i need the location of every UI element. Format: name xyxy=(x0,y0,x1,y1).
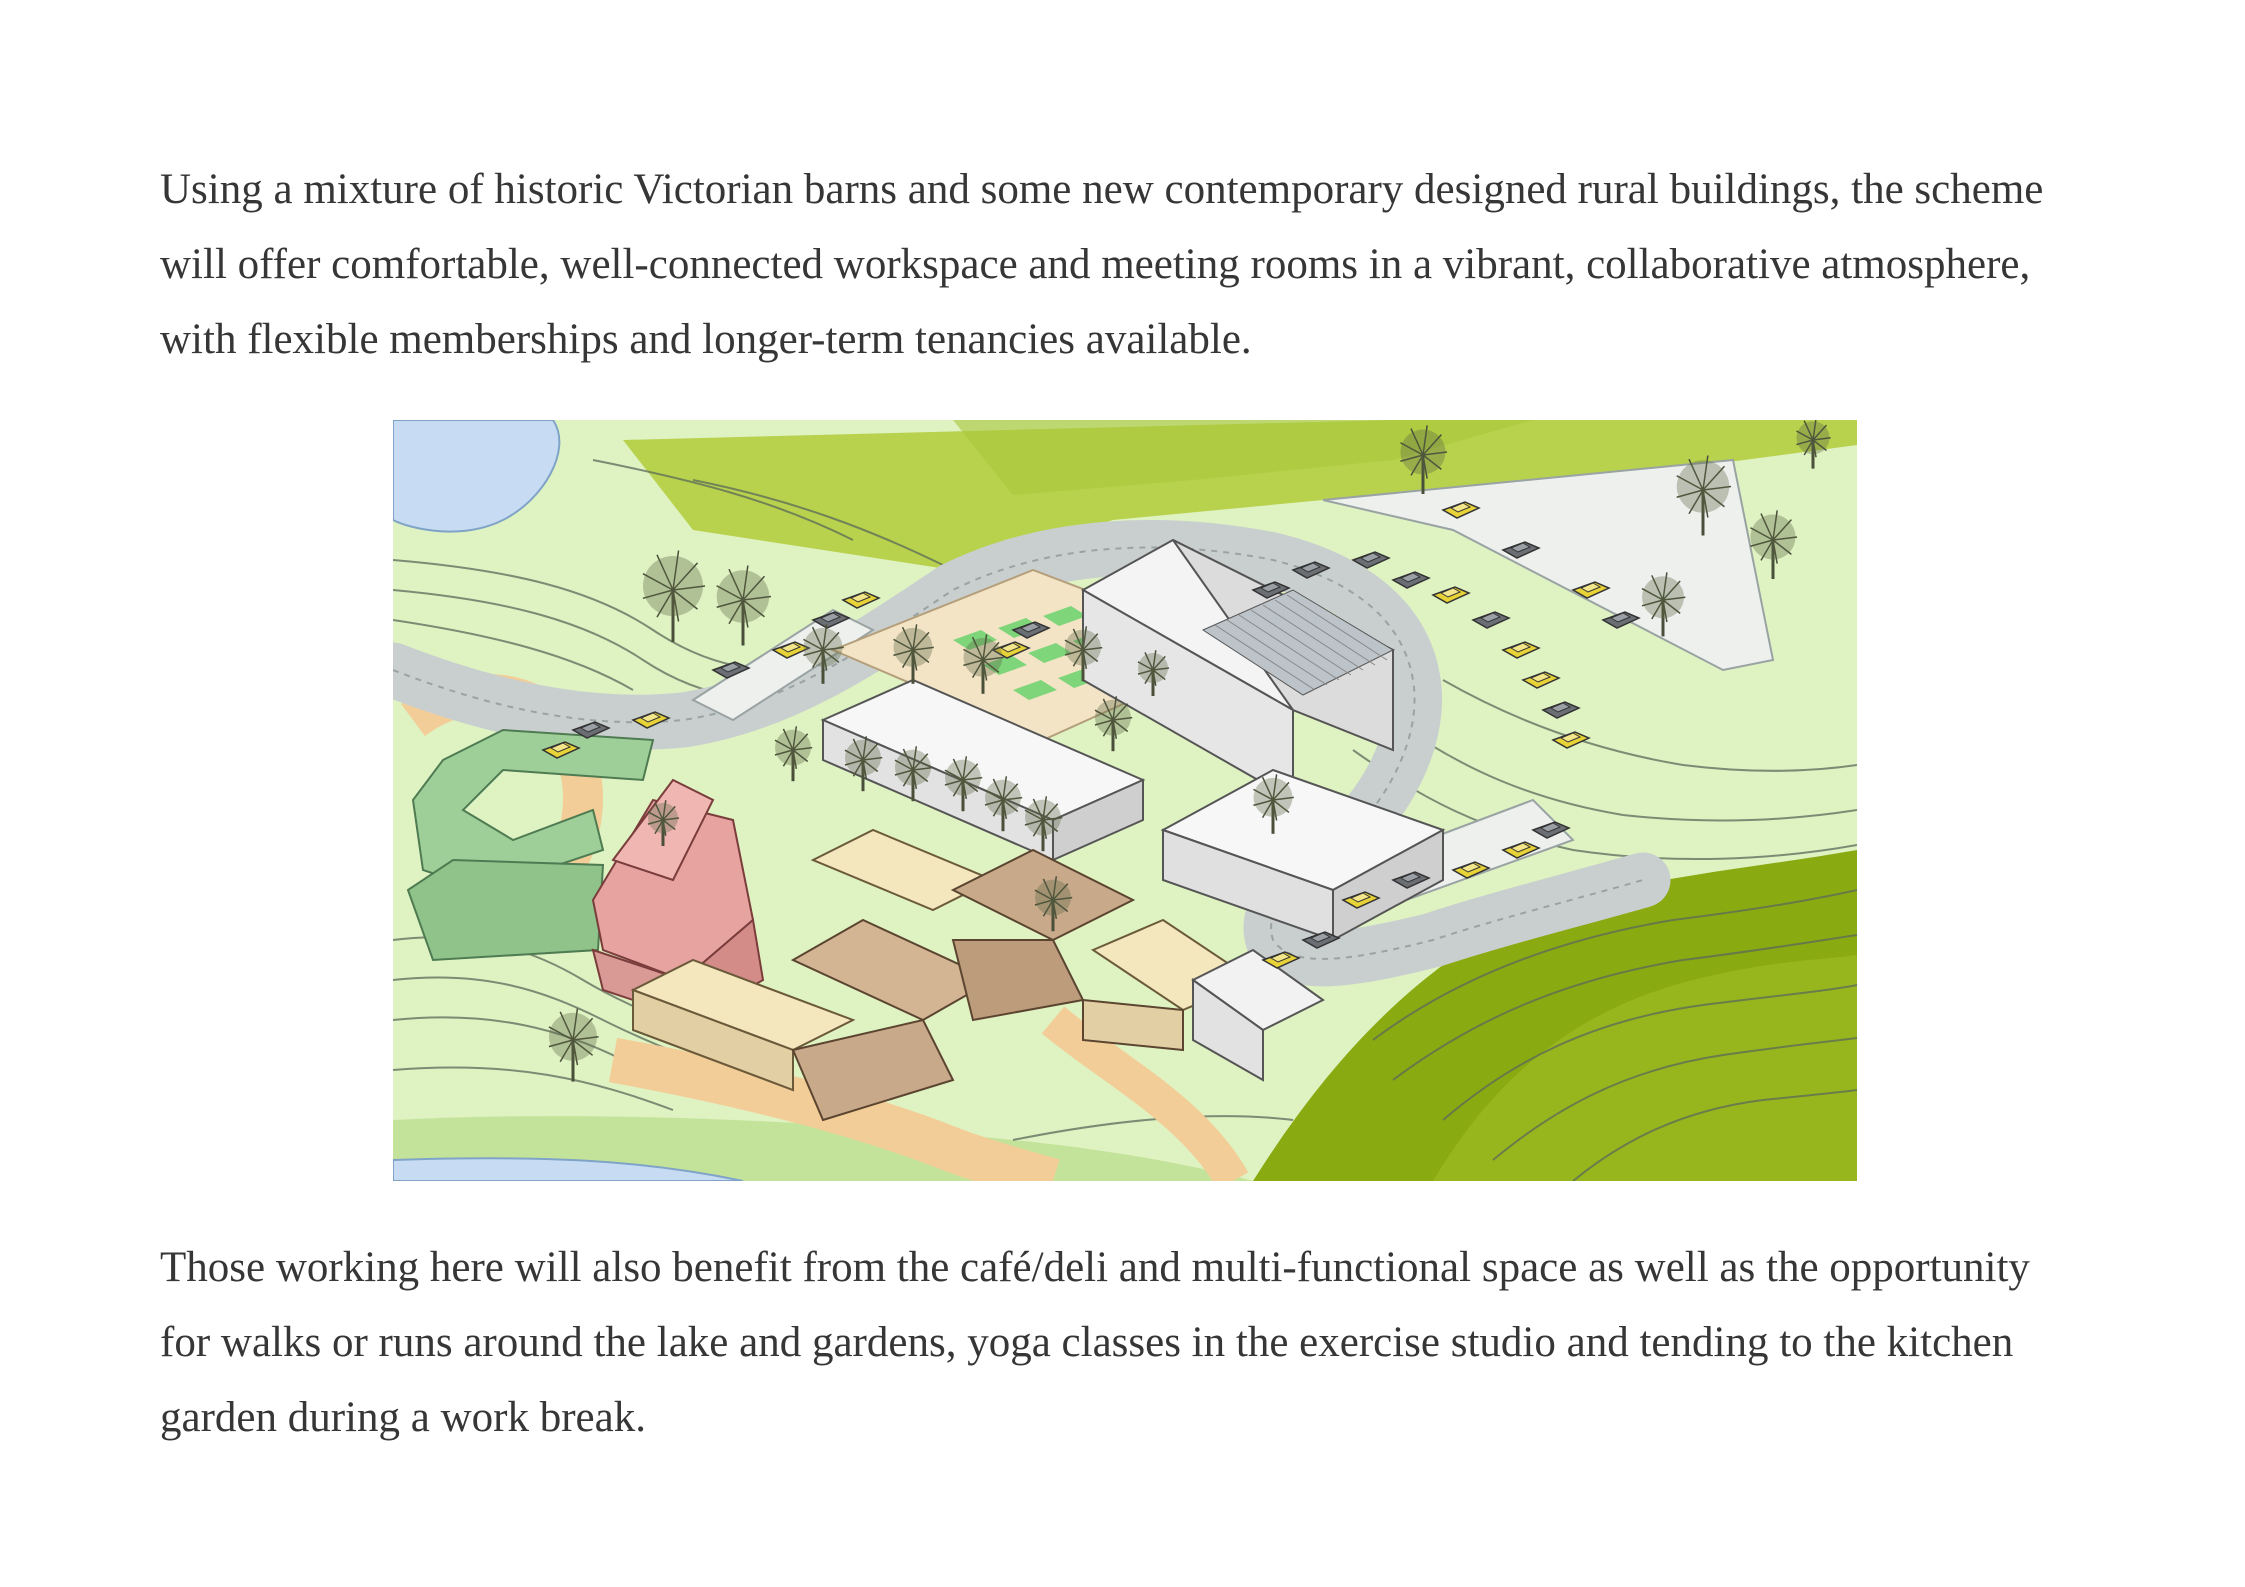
site-plan-illustration xyxy=(393,420,1857,1181)
intro-paragraph: Using a mixture of historic Victorian barns and some new contemporary designed rural buildings, the scheme will offer comfortable, well-connected workspace and meeting rooms in a vibrant, collaborative atmosphere, with flexible memberships and longer-term tenancies available. xyxy=(160,166,2044,363)
benefits-paragraph: Those working here will also benefit from the café/deli and multi-functional space as well as the opportunity for walks or runs around the lake and gardens, yoga classes in the exercise studio and tending to the kitchen garden during a work break. xyxy=(160,1244,2030,1441)
